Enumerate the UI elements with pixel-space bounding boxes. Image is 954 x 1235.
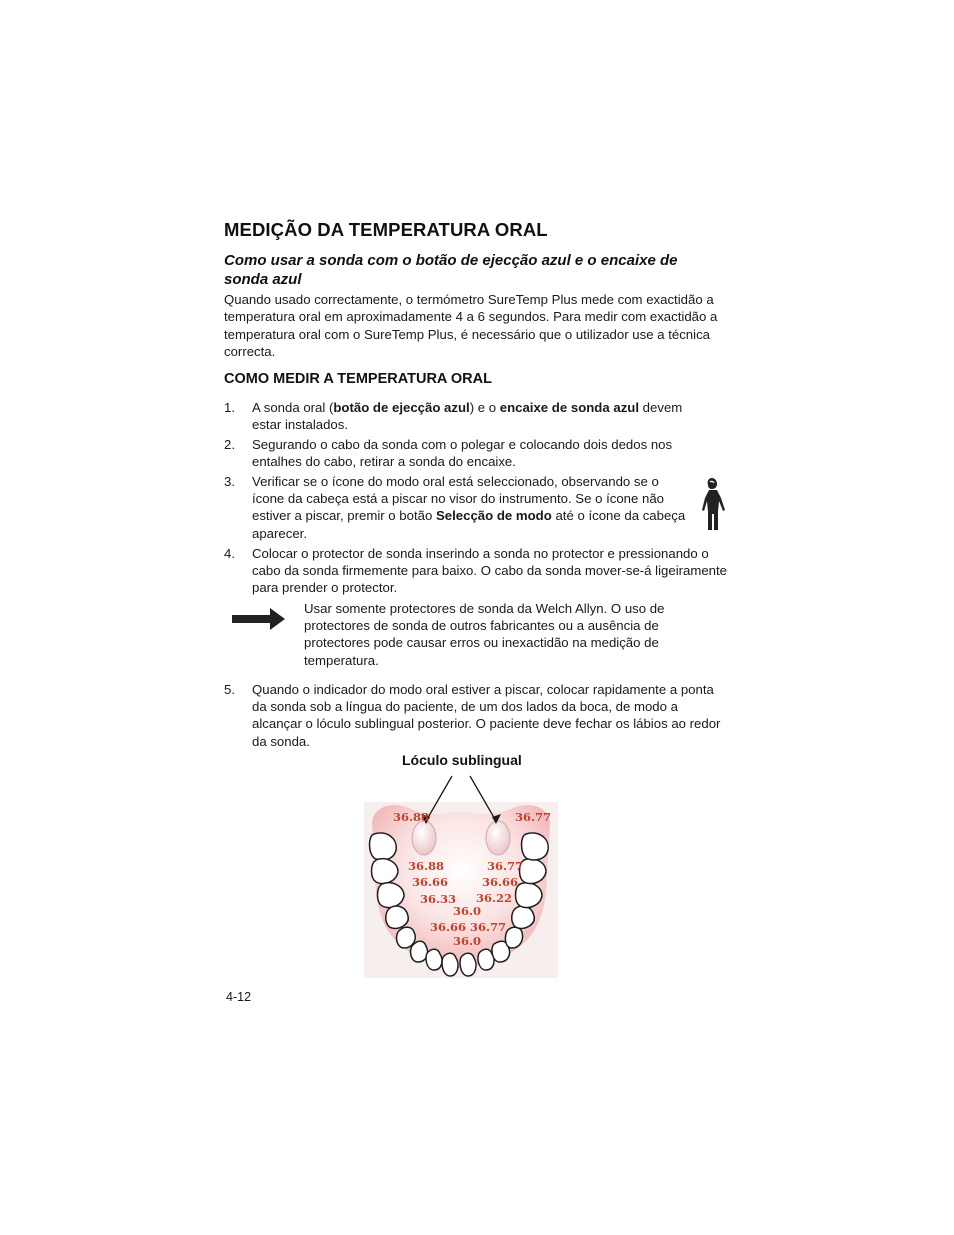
mouth-diagram: [362, 772, 560, 980]
tooth: [411, 941, 428, 962]
subtitle: Como usar a sonda com o botão de ejecção azul e o encaixe de sonda azul: [224, 252, 678, 288]
page-title: MEDIÇÃO DA TEMPERATURA ORAL: [224, 219, 548, 240]
arrow-right-icon: [232, 606, 286, 632]
temp-left-pocket: 36.88: [393, 810, 430, 824]
figure-caption: Lóculo sublingual: [402, 752, 522, 768]
section-heading: COMO MEDIR A TEMPERATURA ORAL: [224, 371, 492, 387]
tooth: [378, 883, 405, 908]
tooth: [505, 927, 522, 948]
tooth: [426, 949, 442, 970]
tooth: [516, 883, 543, 908]
sublingual-pocket-left: [412, 821, 436, 855]
tooth: [370, 833, 397, 860]
temp-right-3: 36.22: [476, 891, 513, 905]
step-number: 4.: [224, 546, 235, 561]
tooth: [522, 833, 549, 860]
sublingual-pocket-right: [486, 821, 510, 855]
person-head-icon: [700, 476, 730, 532]
step-text: Colocar o protector de sonda inserindo a sonda no protector e pressionando o cabo da sonda firmemente para baixo. O cabo da sonda mover-se-á ligeiramente para prender o protector.: [252, 546, 728, 596]
step-text: Quando o indicador do modo oral estiver a piscar, colocar rapidamente a ponta da sonda sob a língua do paciente, de um dos lados da boca, de modo a alcançar o lóculo sublingual posterior. O paciente deve fechar os lábios ao redor da sonda.: [252, 682, 721, 749]
temp-left-3: 36.33: [420, 892, 457, 906]
temp-left-2: 36.66: [412, 875, 449, 889]
tooth: [372, 859, 399, 884]
tooth: [520, 859, 547, 884]
temp-center-2: 36.0: [453, 934, 482, 948]
step-number: 5.: [224, 682, 235, 697]
tooth: [386, 906, 409, 928]
tooth: [512, 906, 535, 928]
intro-paragraph: Quando usado correctamente, o termómetro SureTemp Plus mede com exactidão a temperatura oral em aproximadamente 4 a 6 segundos. Para medir com exactidão a temperatura oral com o SureTemp Plus, é necessário que o utilizador use a técnica correcta.: [224, 292, 718, 359]
temp-right-pocket: 36.77: [515, 810, 552, 824]
step-text: Verificar se o ícone do modo oral está seleccionado, observando se o ícone da cabeça está a piscar no visor do instrumento. Se o ícone não estiver a piscar, premir o botão Selecção de modo até o ícone da cabeça aparecer.: [252, 474, 686, 541]
step-number: 2.: [224, 437, 235, 452]
temp-right-4: 36.77: [470, 920, 507, 934]
step-text: Segurando o cabo da sonda com o polegar e colocando dois dedos nos entalhes do cabo, retirar a sonda do encaixe.: [252, 437, 673, 470]
step-number: 1.: [224, 400, 235, 415]
page-number: 4-12: [226, 990, 252, 1004]
step-text: A sonda oral (botão de ejecção azul) e o encaixe de sonda azul devem estar instalados.: [252, 400, 683, 433]
temp-right-2: 36.66: [482, 875, 519, 889]
temp-center-1: 36.0: [453, 904, 482, 918]
temp-left-4: 36.66: [430, 920, 467, 934]
note-text: Usar somente protectores de sonda da Welch Allyn. O uso de protectores de sonda de outros fabricantes ou a ausência de protectores pode causar erros ou inexactidão na medição de temperatura.: [304, 601, 665, 668]
tooth: [460, 953, 476, 976]
step-number: 3.: [224, 474, 235, 489]
temp-left-1: 36.88: [408, 859, 445, 873]
temp-right-1: 36.77: [487, 859, 524, 873]
tooth: [442, 953, 458, 976]
